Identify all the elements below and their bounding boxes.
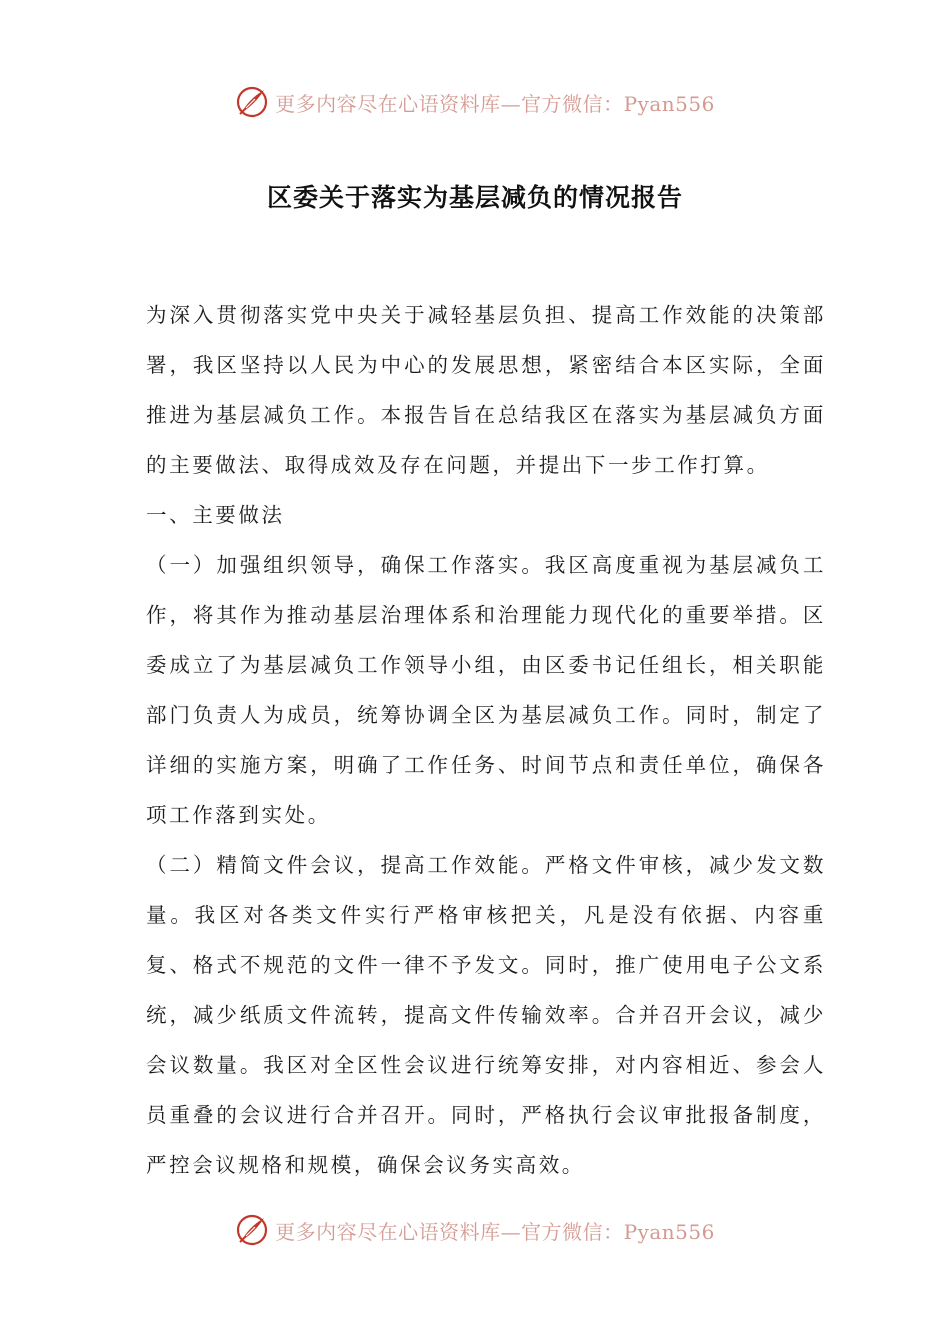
watermark-text: 更多内容尽在心语资料库—官方微信：Pyan556 (275, 1219, 715, 1244)
section-heading: 一、主要做法 (146, 503, 285, 527)
document-body (146, 290, 826, 1190)
feather-pen-icon (235, 85, 269, 119)
watermark-header (0, 82, 950, 122)
subsection-paragraph: （二）精简文件会议，提高工作效能。严格文件审核，减少发文数量。我区对各类文件实行严格审核把关，凡是没有依据、内容重复、格式不规范的文件一律不予发文。同时，推广使用电子公文系统，减少纸质文件流转，提高文件传输效率。合并召开会议，减少会议数量。我区对全区性会议进行统筹安排，对内容相近、参会人员重叠的会议进行合并召开。同时，严格执行会议审批报备制度，严控会议规格和规模，确保会议务实高效。 (146, 853, 826, 1177)
subsection-paragraph: （一）加强组织领导，确保工作落实。我区高度重视为基层减负工作，将其作为推动基层治理体系和治理能力现代化的重要举措。区委成立了为基层减负工作领导小组，由区委书记任组长，相关职能部门负责人为成员，统筹协调全区为基层减负工作。同时，制定了详细的实施方案，明确了工作任务、时间节点和责任单位，确保各项工作落到实处。 (146, 553, 826, 827)
watermark-footer (0, 1210, 950, 1250)
watermark-text: 更多内容尽在心语资料库—官方微信：Pyan556 (275, 91, 715, 116)
intro-paragraph: 为深入贯彻落实党中央关于减轻基层负担、提高工作效能的决策部署，我区坚持以人民为中心的发展思想，紧密结合本区实际，全面推进为基层减负工作。本报告旨在总结我区在落实为基层减负方面的主要做法、取得成效及存在问题，并提出下一步工作打算。 (146, 303, 826, 477)
feather-pen-icon (235, 1213, 269, 1247)
document-title: 区委关于落实为基层减负的情况报告 (266, 183, 683, 212)
